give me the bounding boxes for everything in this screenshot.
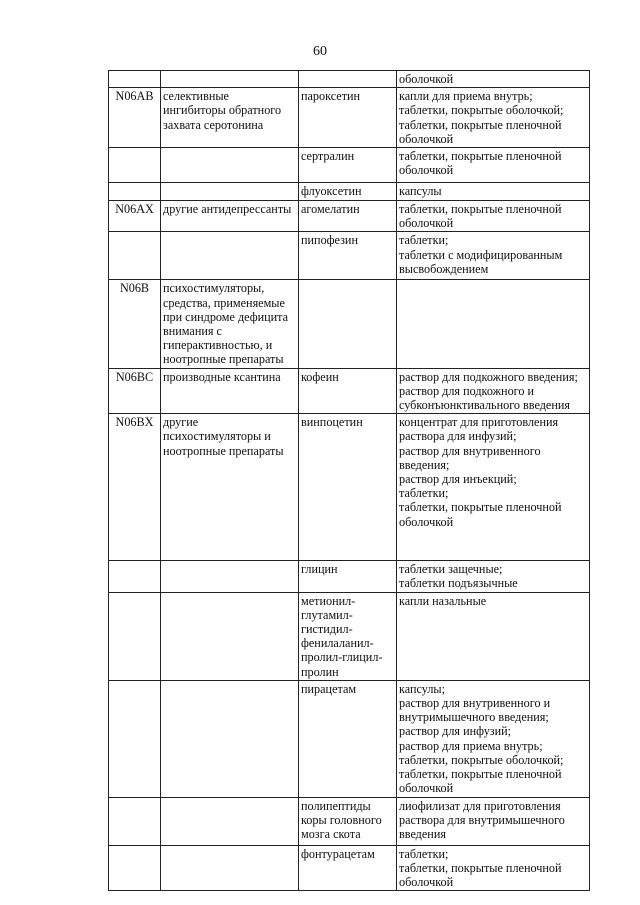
group-name-cell xyxy=(161,183,299,201)
cell-line: капли для приема внутрь; xyxy=(399,89,533,104)
cell-line: пролин xyxy=(301,664,339,679)
cell-line: введения; xyxy=(399,457,450,472)
cell-line: ингибиторы обратного xyxy=(163,103,282,118)
table-row xyxy=(109,414,590,561)
cell-line: пипофезин xyxy=(301,233,358,248)
atc-code-cell: N06B xyxy=(109,280,161,368)
table-row xyxy=(109,232,590,280)
cell-line: раствор для приема внутрь; xyxy=(399,738,543,753)
drug-name-cell xyxy=(299,368,397,414)
cell-line: оболочкой xyxy=(399,875,454,890)
table-row xyxy=(109,592,590,680)
cell-line: таблетки, покрытые пленочной xyxy=(399,149,562,164)
dosage-forms-cell xyxy=(397,71,590,88)
drug-name-cell xyxy=(299,88,397,148)
atc-code-cell xyxy=(109,71,161,88)
cell-line: винпоцетин xyxy=(301,415,363,430)
cell-line: оболочкой xyxy=(399,216,454,231)
group-name-cell xyxy=(161,797,299,845)
cell-line: ноотропные препараты xyxy=(163,443,284,458)
cell-line: агомелатин xyxy=(301,202,360,217)
cell-line: высвобождением xyxy=(399,261,489,276)
cell-line: таблетки, покрытые пленочной xyxy=(399,767,562,782)
dosage-forms-cell xyxy=(397,797,590,845)
atc-code-cell: N06AX xyxy=(109,201,161,232)
dosage-forms-cell xyxy=(397,280,590,368)
table-row xyxy=(109,148,590,183)
dosage-forms-cell xyxy=(397,88,590,148)
cell-line: оболочкой xyxy=(399,781,454,796)
atc-code-cell xyxy=(109,680,161,797)
table-row xyxy=(109,561,590,592)
drug-name-cell xyxy=(299,845,397,891)
cell-line: психостимуляторы, xyxy=(163,281,265,296)
group-name-cell xyxy=(161,232,299,280)
group-name-cell xyxy=(161,280,299,368)
drug-name-cell xyxy=(299,680,397,797)
cell-line: таблетки, покрытые пленочной xyxy=(399,861,562,876)
cell-line: оболочкой xyxy=(399,72,454,86)
table-row xyxy=(109,280,590,368)
cell-line: коры головного xyxy=(301,813,382,828)
cell-line: капсулы; xyxy=(399,681,445,696)
cell-line: таблетки; xyxy=(399,233,449,248)
group-name-cell xyxy=(161,561,299,592)
cell-line: гиперактивностью, и xyxy=(163,338,273,353)
cell-line: раствор для инфузий; xyxy=(399,724,512,739)
cell-line: таблетки; xyxy=(399,846,449,861)
table-row xyxy=(109,201,590,232)
cell-line: сертралин xyxy=(301,149,355,164)
cell-line: другие xyxy=(163,415,199,430)
drug-name-cell xyxy=(299,280,397,368)
group-name-cell xyxy=(161,592,299,680)
cell-line: таблетки; xyxy=(399,486,449,501)
cell-line: фенилаланил- xyxy=(301,636,374,651)
cell-line: ноотропные препараты xyxy=(163,352,284,367)
cell-line: раствор для внутривенного и xyxy=(399,696,551,711)
table-row xyxy=(109,88,590,148)
atc-code-cell: N06AB xyxy=(109,88,161,148)
cell-line: селективные xyxy=(163,89,229,104)
drug-name-cell xyxy=(299,561,397,592)
table-row xyxy=(109,797,590,845)
dosage-forms-cell xyxy=(397,148,590,183)
cell-line: таблетки с модифицированным xyxy=(399,247,563,262)
drug-name-cell xyxy=(299,414,397,561)
drug-table-body xyxy=(109,71,590,891)
drug-name-cell xyxy=(299,201,397,232)
atc-code-cell xyxy=(109,797,161,845)
group-name-cell xyxy=(161,201,299,232)
cell-line: захвата серотонина xyxy=(163,117,264,132)
dosage-forms-cell xyxy=(397,201,590,232)
dosage-forms-cell xyxy=(397,368,590,414)
group-name-cell xyxy=(161,148,299,183)
dosage-forms-cell xyxy=(397,680,590,797)
cell-line: гистидил- xyxy=(301,622,353,637)
atc-code-cell xyxy=(109,232,161,280)
atc-code-cell xyxy=(109,561,161,592)
atc-code-cell xyxy=(109,592,161,680)
table-row xyxy=(109,368,590,414)
atc-code-cell: N06BX xyxy=(109,414,161,561)
cell-line: при синдроме дефицита xyxy=(163,309,289,324)
page-number: 60 xyxy=(313,44,327,59)
cell-line: глутамил- xyxy=(301,607,353,622)
dosage-forms-cell xyxy=(397,592,590,680)
group-name-cell xyxy=(161,368,299,414)
cell-line: таблетки, покрытые пленочной xyxy=(399,202,562,217)
cell-line: глицин xyxy=(301,562,338,577)
drug-name-cell xyxy=(299,71,397,88)
table-row xyxy=(109,71,590,88)
cell-line: раствор для подкожного введения; xyxy=(399,369,578,384)
cell-line: внимания с xyxy=(163,324,222,339)
group-name-cell xyxy=(161,414,299,561)
cell-line: таблетки подъязычные xyxy=(399,576,518,591)
cell-line: психостимуляторы и xyxy=(163,429,271,444)
atc-code-cell xyxy=(109,148,161,183)
cell-line: концентрат для приготовления xyxy=(399,415,559,430)
cell-line: другие антидепрессанты xyxy=(163,202,292,217)
cell-line: раствор для инъекций; xyxy=(399,472,517,487)
drug-name-cell xyxy=(299,183,397,201)
dosage-forms-cell xyxy=(397,183,590,201)
cell-line: кофеин xyxy=(301,369,339,384)
atc-code-cell: N06BC xyxy=(109,368,161,414)
cell-line: раствора для внутримышечного xyxy=(399,813,565,828)
cell-line: пароксетин xyxy=(301,89,361,104)
cell-line: капли назальные xyxy=(399,593,487,608)
atc-code-cell xyxy=(109,183,161,201)
cell-line: фонтурацетам xyxy=(301,846,375,861)
group-name-cell xyxy=(161,88,299,148)
cell-line: пирацетам xyxy=(301,681,357,696)
cell-line: средства, применяемые xyxy=(163,295,285,310)
cell-line: метионил- xyxy=(301,593,356,608)
cell-line: раствор для подкожного и xyxy=(399,383,535,398)
drug-table xyxy=(108,70,590,891)
dosage-forms-cell xyxy=(397,845,590,891)
cell-line: таблетки, покрытые пленочной xyxy=(399,500,562,515)
cell-line: оболочкой xyxy=(399,163,454,178)
dosage-forms-cell xyxy=(397,232,590,280)
cell-line: введения xyxy=(399,827,446,842)
cell-line: таблетки, покрытые оболочкой; xyxy=(399,103,564,118)
cell-line: субконъюнктивального введения xyxy=(399,398,570,413)
group-name-cell xyxy=(161,845,299,891)
cell-line: таблетки, покрытые пленочной xyxy=(399,117,562,132)
table-row xyxy=(109,183,590,201)
cell-line: внутримышечного введения; xyxy=(399,710,549,725)
drug-name-cell xyxy=(299,232,397,280)
cell-line: оболочкой xyxy=(399,514,454,529)
cell-line: полипептиды xyxy=(301,798,371,813)
atc-code-cell xyxy=(109,845,161,891)
cell-line: капсулы xyxy=(399,184,442,199)
dosage-forms-cell xyxy=(397,414,590,561)
cell-line: оболочкой xyxy=(399,131,454,146)
cell-line: пролил-глицил- xyxy=(301,650,383,665)
group-name-cell xyxy=(161,680,299,797)
table-row xyxy=(109,680,590,797)
cell-line: раствор для внутривенного xyxy=(399,443,541,458)
cell-line: флуоксетин xyxy=(301,184,362,199)
cell-line: лиофилизат для приготовления xyxy=(399,798,561,813)
cell-line: таблетки, покрытые оболочкой; xyxy=(399,752,564,767)
drug-name-cell xyxy=(299,148,397,183)
drug-name-cell xyxy=(299,592,397,680)
table-row xyxy=(109,845,590,891)
group-name-cell xyxy=(161,71,299,88)
cell-line: мозга скота xyxy=(301,827,361,842)
cell-line: раствора для инфузий; xyxy=(399,429,517,444)
cell-line: производные ксантина xyxy=(163,369,281,384)
drug-name-cell xyxy=(299,797,397,845)
cell-line: таблетки защечные; xyxy=(399,562,503,577)
dosage-forms-cell xyxy=(397,561,590,592)
